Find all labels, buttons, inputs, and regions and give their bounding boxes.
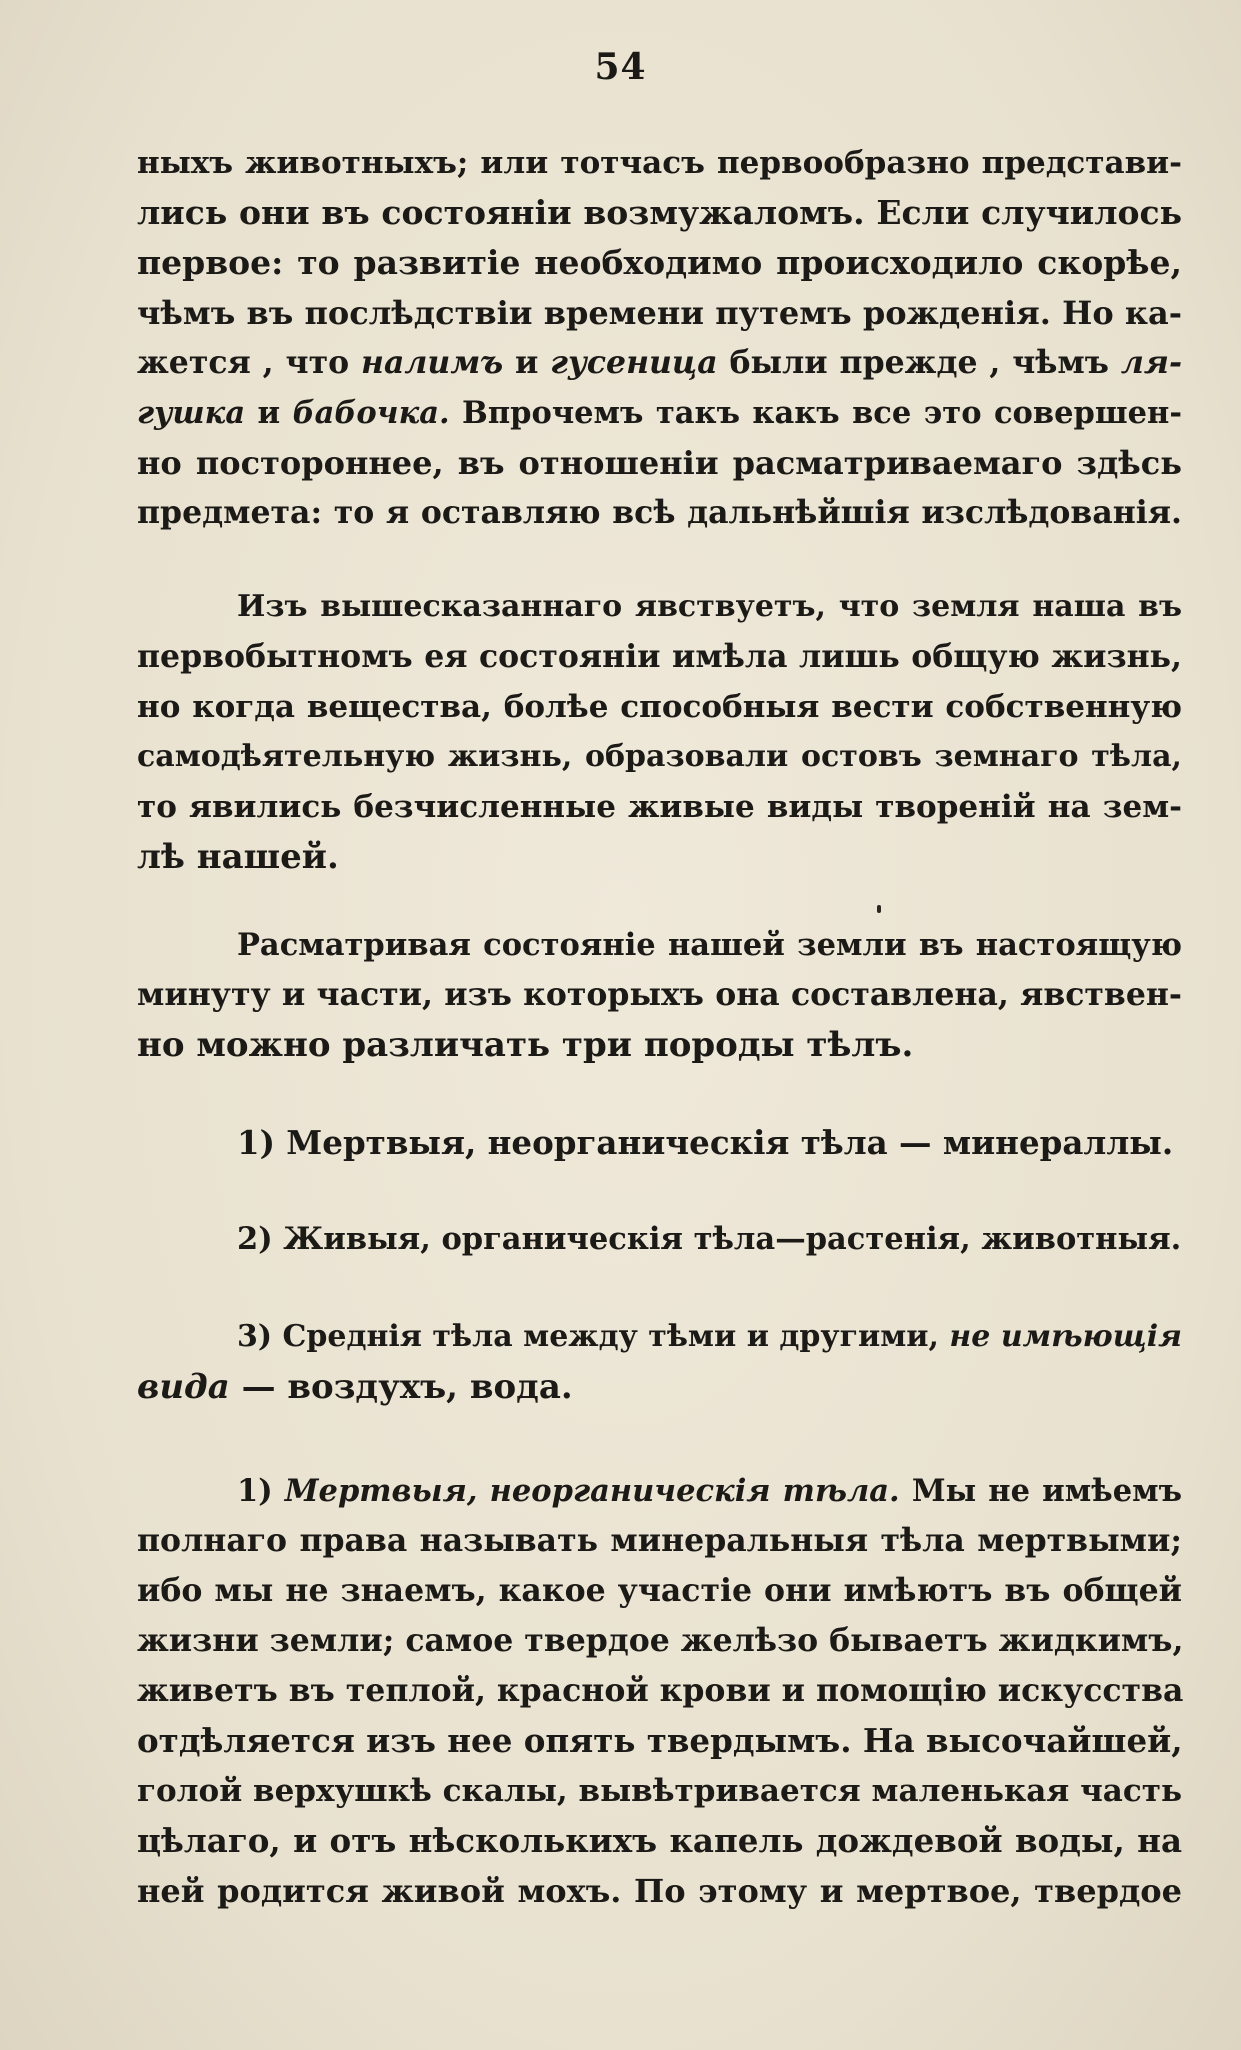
italic-term: ля- xyxy=(1120,344,1183,381)
text-line: то явились безчисленные живые виды твореній на зем- xyxy=(137,789,1182,825)
text-line: 1) Мертвыя, неорганическія тѣла — минераллы. xyxy=(237,1123,1174,1162)
italic-heading: Мертвыя, неорганическія тѣла. xyxy=(284,1473,900,1509)
paragraph-1 xyxy=(137,138,1182,538)
text-run: Впрочемъ такъ какъ все это совершен- xyxy=(449,395,1182,431)
text-line: самодѣятельную жизнь, образовали остовъ земнаго тѣла, xyxy=(137,739,1182,774)
text-line: лѣ нашей. xyxy=(137,837,339,877)
text-line xyxy=(137,388,1182,438)
text-run: — воздухъ, вода. xyxy=(229,1367,573,1407)
text-line: голой верхушкѣ скалы, вывѣтривается маленькая часть xyxy=(137,1773,1182,1809)
list-item-3 xyxy=(137,1312,1182,1412)
text-run: жется , что xyxy=(137,344,361,381)
text-line: лись они въ состояніи возмужаломъ. Если случилось xyxy=(137,193,1182,232)
text-line xyxy=(137,1362,1182,1412)
text-line: ныхъ животныхъ; или тотчасъ первообразно представи- xyxy=(137,145,1182,181)
page-number: 54 xyxy=(594,46,647,88)
text-run: 3) Среднія тѣла между тѣми и другими, xyxy=(237,1319,950,1354)
text-line: полнаго права называть минеральныя тѣла мертвыми; xyxy=(137,1522,1182,1559)
text-line: Расматривая состояніе нашей земли въ настоящую xyxy=(237,927,1182,963)
text-run: были прежде , чѣмъ xyxy=(717,344,1121,381)
ink-speck xyxy=(877,905,881,913)
list-item-2 xyxy=(137,1214,1182,1264)
text-run: и xyxy=(245,395,293,431)
paragraph-4 xyxy=(137,1466,1182,1916)
text-line: минуту и части, изъ которыхъ она составлена, явствен- xyxy=(137,976,1182,1013)
text-line xyxy=(137,338,1182,388)
text-run: Мы не имѣемъ xyxy=(899,1473,1182,1509)
text-line: чѣмъ въ послѣдствіи времени путемъ рожденія. Но ка- xyxy=(137,294,1182,332)
text-run: 1) xyxy=(237,1473,285,1509)
italic-term: налимъ xyxy=(360,344,504,381)
text-line: цѣлаго, и отъ нѣсколькихъ капель дождевой воды, на xyxy=(137,1821,1182,1860)
text-line: но постороннее, въ отношеніи расматриваемаго здѣсь xyxy=(137,444,1182,482)
text-line: но когда вещества, болѣе способныя вести собственную xyxy=(137,689,1182,725)
italic-term: гусеница xyxy=(550,344,718,381)
paragraph-3 xyxy=(137,920,1182,1070)
text-line: предмета: то я оставляю всѣ дальнѣйшія изслѣдованія. xyxy=(137,494,1182,531)
text-line: ибо мы не знаемъ, какое участіе они имѣютъ въ общей xyxy=(137,1572,1182,1609)
text-line: Изъ вышесказаннаго явствуетъ, что земля наша въ xyxy=(237,589,1182,624)
paragraph-2 xyxy=(137,582,1182,882)
text-line xyxy=(137,1466,1182,1516)
text-line: первобытномъ ея состояніи имѣла лишь общую жизнь, xyxy=(137,638,1182,675)
text-line: отдѣляется изъ нее опять твердымъ. На высочайшей, xyxy=(137,1721,1183,1760)
italic-term: не имѣющія xyxy=(949,1319,1183,1354)
text-line: 2) Живыя, органическія тѣла—растенія, животныя. xyxy=(237,1221,1182,1257)
text-line: живетъ въ теплой, красной крови и помощію искусства xyxy=(137,1672,1184,1709)
text-line: первое: то развитіе необходимо происходило скорѣе, xyxy=(137,243,1182,282)
list-item-1 xyxy=(137,1118,1182,1168)
italic-term: бабочка. xyxy=(292,395,450,431)
text-line: ней родится живой мохъ. По этому и мертвое, твердое xyxy=(137,1872,1182,1910)
text-line xyxy=(137,1312,1182,1362)
italic-term: гушка xyxy=(137,395,246,431)
text-line: жизни земли; самое твердое желѣзо бываетъ жидкимъ, xyxy=(137,1622,1184,1659)
text-run: и xyxy=(503,344,551,381)
italic-term: вида xyxy=(137,1367,230,1407)
text-line: но можно различать три породы тѣлъ. xyxy=(137,1025,914,1065)
